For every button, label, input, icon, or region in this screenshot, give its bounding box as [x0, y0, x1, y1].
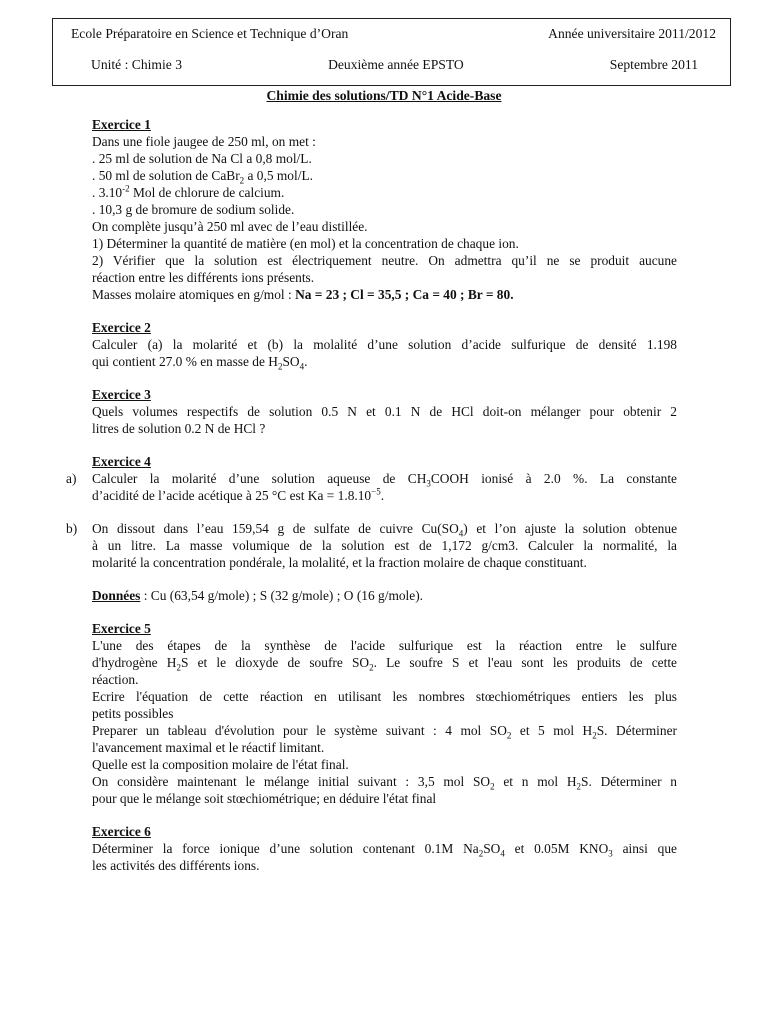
- text-line: molarité la concentration pondérale, la molalité, et la fraction molaire de chaque constituant.: [92, 555, 587, 570]
- exercise-2: [92, 319, 677, 370]
- exercise-title: Exercice 1: [92, 117, 151, 132]
- exercise-title: Exercice 2: [92, 320, 151, 335]
- exercise-title: Exercice 4: [92, 454, 151, 469]
- text-line: On dissout dans l’eau 159,54 g de sulfate de cuivre $Cu(SO_4)$ et l’on ajuste la solution obtenue: [92, 521, 678, 539]
- donnees: Données : Cu (63,54 g/mole) ; S (32 g/mole) ; O (16 g/mole).: [92, 588, 424, 603]
- exercise-title: Exercice 5: [92, 621, 151, 636]
- exercise-1: [92, 116, 677, 303]
- text-line: litres de solution 0.2 N de HCl ?: [92, 421, 266, 436]
- page-title: Chimie des solutions/TD N°1 Acide-Base: [266, 88, 502, 103]
- question-continued: réaction entre les différents ions présents.: [92, 270, 315, 285]
- list-item: . 50 ml de solution de CaBr$_2$ a 0,5 mol/L.: [92, 168, 313, 186]
- header-row-top: [53, 26, 730, 42]
- text-line: réaction.: [92, 672, 139, 687]
- text-line: Preparer un tableau d'évolution pour le système suivant : 4 mol $SO_2$ et 5 mol $H_2S$. Déterminer: [92, 723, 677, 741]
- question: 1) Déterminer la quantité de matière (en mol) et la concentration de chaque ion.: [92, 236, 519, 251]
- exercise-title: Exercice 6: [92, 824, 151, 839]
- course-unit: Unité : Chimie 3: [91, 57, 182, 72]
- exercise-5: [92, 620, 677, 807]
- list-item: . $3.10^{-2}$ Mol de chlorure de calcium.: [92, 183, 285, 200]
- list-item: . 25 ml de solution de Na Cl a 0,8 mol/L.: [92, 151, 312, 166]
- part-a: [66, 470, 678, 504]
- text-line: petits possibles: [92, 706, 174, 721]
- header-box: [52, 18, 731, 86]
- text-line: qui contient 27.0 % en masse de $H_2SO_4$.: [92, 354, 308, 372]
- text-line: pour que le mélange soit stœchiométrique; en déduire l'état final: [92, 791, 437, 806]
- school-name: Ecole Préparatoire en Science et Technique d’Oran: [71, 26, 349, 41]
- part-label: b): [66, 521, 78, 536]
- exercise-title: Exercice 3: [92, 387, 151, 402]
- text-line: l'avancement maximal et le réactif limitant.: [92, 740, 325, 755]
- exercise-4: [66, 453, 678, 604]
- text-line: Calculer (a) la molarité et (b) la molalité d’une solution d’acide sulfurique de densité 1.198: [92, 337, 677, 352]
- question: 2) Vérifier que la solution est électriquement neutre. On admettra qu’il ne se produit aucune: [92, 253, 677, 268]
- academic-year: Année universitaire 2011/2012: [548, 26, 716, 41]
- text-line: On considère maintenant le mélange initial suivant : 3,5 mol $SO_2$ et n mol $H_2S$. Déterminer n: [92, 774, 677, 792]
- text-line: Dans une fiole jaugee de 250 ml, on met :: [92, 134, 316, 149]
- text-line: d’acidité de l’acide acétique à 25 °C est $Ka = 1.8.10^{-5}$.: [92, 486, 385, 503]
- document-body: [66, 116, 678, 874]
- text-line: d'hydrogène $H_2S$ et le dioxyde de soufre $SO_2$. Le soufre S et l'eau sont les produits de cette: [92, 655, 677, 673]
- text-line: Quelle est la composition molaire de l'état final.: [92, 757, 349, 772]
- text-line: les activités des différents ions.: [92, 858, 260, 873]
- atomic-masses: Masses molaire atomiques en g/mol : Na = 23 ; Cl = 35,5 ; Ca = 40 ; Br = 80.: [92, 287, 514, 302]
- text-line: Déterminer la force ionique d’une solution contenant 0.1M $Na_2SO_4$ et 0.05M $KNO_3$ ainsi que: [92, 841, 677, 859]
- text-line: Ecrire l'équation de cette réaction en utilisant les nombres stœchiométriques entiers les plus: [92, 689, 677, 704]
- part-b: [66, 520, 678, 571]
- class-level: Deuxième année EPSTO: [328, 57, 464, 72]
- text-line: On complète jusqu’à 250 ml avec de l’eau distillée.: [92, 219, 368, 234]
- exercise-3: [92, 386, 677, 437]
- text-line: à un litre. La masse volumique de la solution est de 1,172 g/cm3. Calculer la normalité, la: [92, 538, 677, 553]
- text-line: Quels volumes respectifs de solution 0.5 N et 0.1 N de HCl doit-on mélanger pour obtenir 2: [92, 404, 677, 419]
- text-line: Calculer la molarité d’une solution aqueuse de $CH_3COOH$ ionisé à 2.0 %. La constante: [92, 471, 678, 489]
- exercise-6: [92, 823, 677, 874]
- part-label: a): [66, 471, 77, 486]
- text-line: L'une des étapes de la synthèse de l'acide sulfurique est la réaction entre le sulfure: [92, 638, 677, 653]
- header-row-bottom: [53, 57, 730, 73]
- list-item: . 10,3 g de bromure de sodium solide.: [92, 202, 295, 217]
- document-date: Septembre 2011: [609, 57, 698, 72]
